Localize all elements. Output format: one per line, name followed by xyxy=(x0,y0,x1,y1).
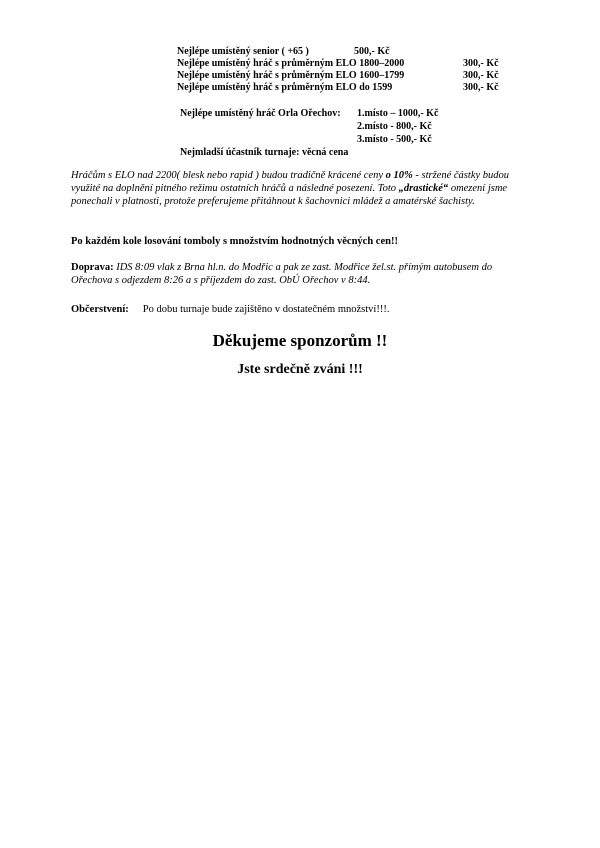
elo-note-percent: o 10% xyxy=(385,170,413,181)
orel-place-2: 2.místo - 800,- Kč xyxy=(357,121,432,132)
elo-1600-label: Nejlépe umístěný hráč s průměrným ELO 1600–1799 xyxy=(177,70,405,81)
transport-text: IDS 8:09 vlak z Brna hl.n. do Modřic a pak ze zast. Modřice žel.st. přímým autobusem do Ořechova s odjezdem 8:26 a s příjezdem do zast. ObÚ Ořechov v 8:44. xyxy=(71,262,493,286)
refreshment-label: Občerstvení: xyxy=(71,304,129,315)
sponsor-thanks-heading: Děkujeme sponzorům !! xyxy=(212,331,388,350)
senior-prize-amount: 500,- Kč xyxy=(354,46,390,57)
elo-1599-label: Nejlépe umístěný hráč s průměrným ELO do 1599 xyxy=(177,82,393,93)
refreshment-paragraph xyxy=(71,303,531,316)
elo-note-part1: Hráčům s ELO nad 2200( blesk nebo rapid ) budou tradičně krácené ceny xyxy=(71,170,386,181)
transport-label: Doprava: xyxy=(71,262,114,273)
transport-paragraph xyxy=(71,261,531,287)
youngest-prize: Nejmladší účastník turnaje: věcná cena xyxy=(180,147,349,158)
elo-note-drastic: „drastické“ xyxy=(398,183,449,194)
orel-place-1: 1.místo – 1000,- Kč xyxy=(357,108,439,119)
senior-prize-label: Nejlépe umístěný senior ( +65 ) xyxy=(177,46,309,57)
elo-1599-prize: 300,- Kč xyxy=(463,82,499,93)
elo-1800-label: Nejlépe umístěný hráč s průměrným ELO 1800–2000 xyxy=(177,58,405,69)
elo-1600-prize: 300,- Kč xyxy=(463,70,499,81)
elo-note-paragraph xyxy=(71,169,531,208)
elo-1800-prize: 300,- Kč xyxy=(463,58,499,69)
tombola-notice: Po každém kole losování tomboly s množstvím hodnotných věcných cen!! xyxy=(71,236,398,247)
orel-prize-label: Nejlépe umístěný hráč Orla Ořechov: xyxy=(180,108,341,119)
refreshment-text: Po dobu turnaje bude zajištěno v dostatečném množství!!!. xyxy=(142,304,390,315)
orel-place-3: 3.místo - 500,- Kč xyxy=(357,134,432,145)
invitation-heading: Jste srdečně zváni !!! xyxy=(237,362,363,377)
elo-note-part3: - stržené částky budou využité na doplnění pitného režimu ostatních hráčů a následné posezení. Toto xyxy=(71,170,510,194)
elo-note-part5: omezení jsme ponechali v platnosti, protože preferujeme přitáhnout k šachovnici mládež a amatérské šachisty. xyxy=(71,183,508,207)
